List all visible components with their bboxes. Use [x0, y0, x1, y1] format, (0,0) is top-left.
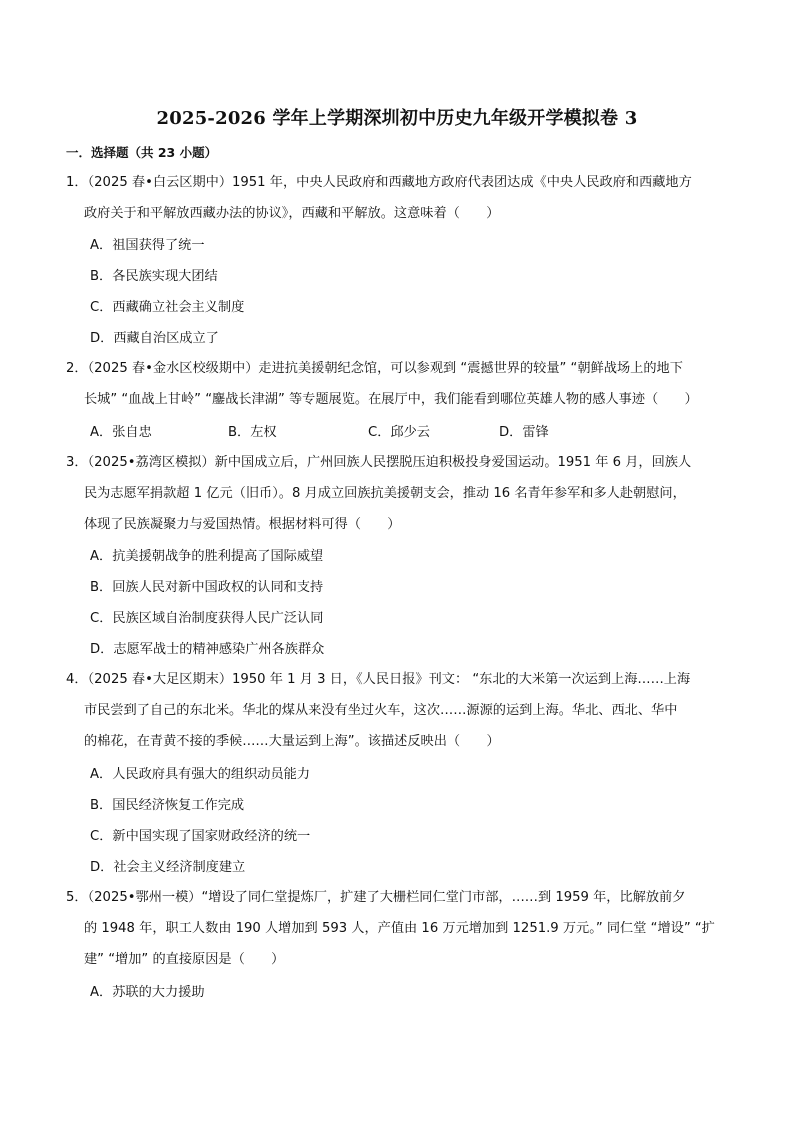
- question-1: [66, 167, 734, 229]
- question-1-line-1: 1．（2025 春•白云区期中）1951 年，中央人民政府和西藏地方政府代表团达成《中央人民政府和西藏地方: [66, 175, 692, 190]
- question-1-option-c[interactable]: C．西藏确立社会主义制度: [90, 300, 245, 315]
- question-2-option-a[interactable]: A．张自忠: [90, 425, 152, 440]
- question-3: [66, 447, 734, 540]
- question-5-line-2: 的 1948 年，职工人数由 190 人增加到 593 人，产值由 16 万元增加到 1251.9 万元。” 同仁堂 “增设” “扩: [84, 921, 715, 936]
- section-heading: 一．选择题（共 23 小题）: [66, 145, 218, 160]
- question-4-option-b[interactable]: B．国民经济恢复工作完成: [90, 798, 245, 813]
- question-2-line-1: 2．（2025 春•金水区校级期中）走进抗美援朝纪念馆，可以参观到 “震撼世界的较量” “朝鲜战场上的地下: [66, 361, 683, 376]
- question-4-line-3: 的棉花，在青黄不接的季候……大量运到上海”。该描述反映出（ ）: [84, 734, 500, 749]
- question-1-option-b[interactable]: B．各民族实现大团结: [90, 269, 218, 284]
- question-4-option-d[interactable]: D．社会主义经济制度建立: [90, 860, 246, 875]
- question-5-line-1: 5．（2025•鄂州一模）“增设了同仁堂提炼厂，扩建了大栅栏同仁堂门市部，……到 1959 年，比解放前夕: [66, 890, 686, 905]
- question-2-option-d[interactable]: D．雷锋: [499, 425, 549, 440]
- question-4-option-a[interactable]: A．人民政府具有强大的组织动员能力: [90, 767, 311, 782]
- question-4-option-c[interactable]: C．新中国实现了国家财政经济的统一: [90, 829, 311, 844]
- question-1-option-a[interactable]: A．祖国获得了统一: [90, 238, 205, 253]
- question-4-line-1: 4．（2025 春•大足区期末）1950 年 1 月 3 日，《人民日报》刊文： “东北的大米第一次运到上海……上海: [66, 672, 691, 687]
- question-4: [66, 664, 734, 757]
- question-5-line-3: 建” “增加” 的直接原因是（ ）: [84, 952, 285, 967]
- question-5-option-a[interactable]: A．苏联的大力援助: [90, 985, 205, 1000]
- question-2-option-c[interactable]: C．邱少云: [368, 425, 430, 440]
- question-2-option-b[interactable]: B．左权: [228, 425, 277, 440]
- question-3-option-a[interactable]: A．抗美援朝战争的胜利提高了国际威望: [90, 549, 324, 564]
- question-3-line-1: 3．（2025•荔湾区模拟）新中国成立后，广州回族人民摆脱压迫积极投身爱国运动。1951 年 6 月，回族人: [66, 455, 692, 470]
- question-4-line-2: 市民尝到了自己的东北米。华北的煤从来没有坐过火车，这次……源源的运到上海。华北、西北、华中: [84, 703, 678, 718]
- question-3-option-b[interactable]: B．回族人民对新中国政权的认同和支持: [90, 580, 324, 595]
- question-3-line-2: 民为志愿军捐款超 1 亿元（旧币）。8 月成立回族抗美援朝支会，推动 16 名青年参军和多人赴朝慰问，: [84, 486, 686, 501]
- question-2-line-2: 长城” “血战上甘岭” “鏖战长津湖” 等专题展览。在展厅中，我们能看到哪位英雄人物的感人事迹（ ）: [84, 392, 698, 407]
- question-1-option-d[interactable]: D．西藏自治区成立了: [90, 331, 219, 346]
- exam-title: 2025-2026 学年上学期深圳初中历史九年级开学模拟卷 3: [156, 108, 638, 129]
- question-3-option-c[interactable]: C．民族区域自治制度获得人民广泛认同: [90, 611, 324, 626]
- question-5: [66, 882, 734, 975]
- question-3-option-d[interactable]: D．志愿军战士的精神感染广州各族群众: [90, 642, 325, 657]
- question-3-line-3: 体现了民族凝聚力与爱国热情。根据材料可得（ ）: [84, 517, 401, 532]
- question-2: [66, 353, 734, 415]
- question-1-line-2: 政府关于和平解放西藏办法的协议》，西藏和平解放。这意味着（ ）: [84, 206, 500, 221]
